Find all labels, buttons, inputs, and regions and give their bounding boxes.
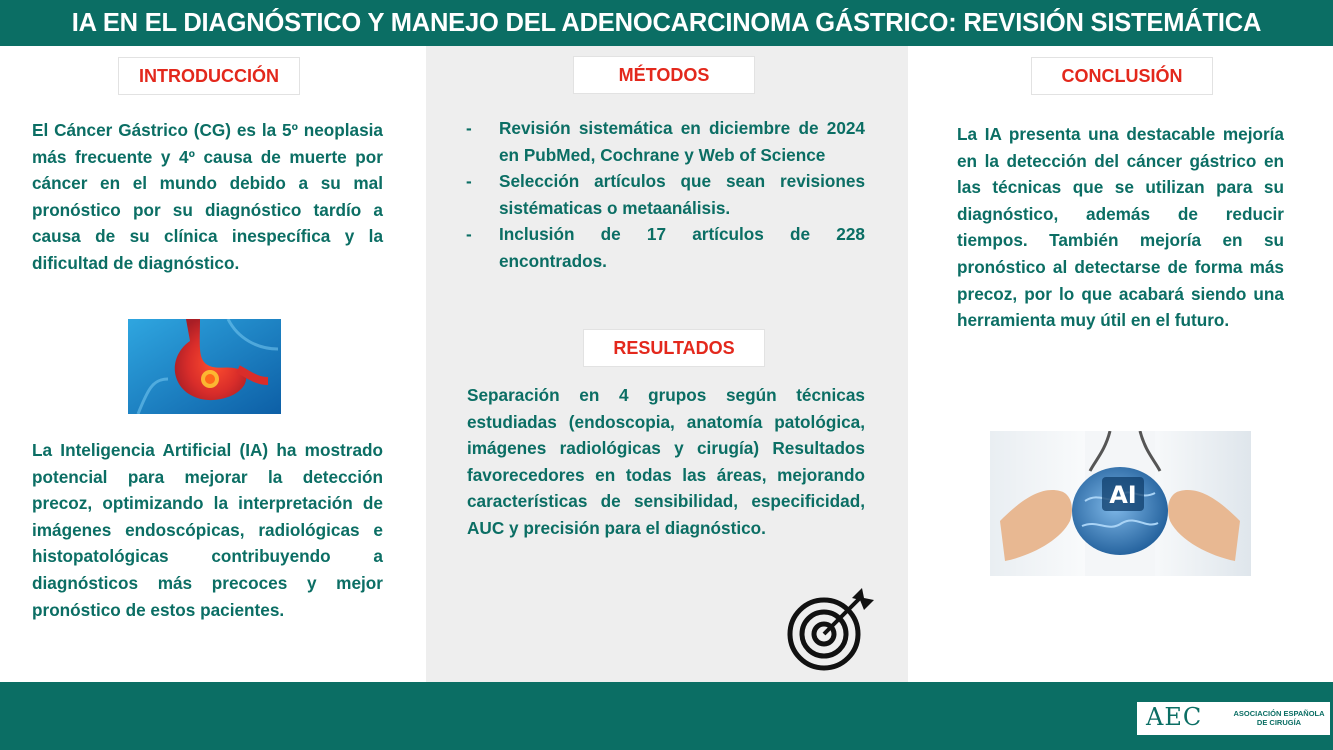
- bullet-dash: -: [466, 171, 472, 192]
- metodos-list: [466, 115, 865, 275]
- logo-abbr: AEC: [1146, 703, 1203, 731]
- metodos-item: [466, 221, 865, 274]
- resultados-heading: RESULTADOS: [583, 329, 765, 367]
- ai-chip-label: AI: [1109, 481, 1137, 509]
- introduccion-heading: INTRODUCCIÓN: [118, 57, 300, 95]
- metodos-item: [466, 115, 865, 168]
- conclusion-paragraph: La IA presenta una destacable mejoría en la detección del cáncer gástrico en las técnicas que se utilizan para su diagnóstico, además de reducir tiempos. También mejoría en su pronóstico al detectarse de forma más precoz, por lo que acabará siendo una herramienta muy útil en el futuro.: [957, 124, 1284, 331]
- target-arrow-icon: [786, 584, 878, 672]
- footer-bar: [0, 682, 1333, 750]
- poster-title: IA EN EL DIAGNÓSTICO Y MANEJO DEL ADENOCARCINOMA GÁSTRICO: REVISIÓN SISTEMÁTICA: [71, 9, 1262, 37]
- bullet-dash: -: [466, 224, 472, 245]
- metodos-heading: MÉTODOS: [573, 56, 755, 94]
- metodos-item-text: Selección artículos que sean revisiones sistématicas o metaanálisis.: [499, 171, 865, 218]
- metodos-item-text: Inclusión de 17 artículos de 228 encontrados.: [499, 224, 865, 271]
- stomach-illustration: [128, 319, 281, 414]
- conclusion-heading: CONCLUSIÓN: [1031, 57, 1213, 95]
- resultados-paragraph: Separación en 4 grupos según técnicas estudiadas (endoscopia, anatomía patológica, imágenes radiológicas y cirugía) Resultados favorecedores en todas las áreas, mejorando características de sensibilidad, especificidad, AUC y precisión para el diagnóstico.: [467, 385, 865, 538]
- aec-logo: [1137, 702, 1330, 735]
- logo-name: ASOCIACIÓN ESPAÑOLA DE CIRUGÍA: [1233, 709, 1325, 727]
- ai-brain-hands-image: [990, 431, 1251, 576]
- metodos-item: [466, 168, 865, 221]
- introduccion-paragraph-2: La Inteligencia Artificial (IA) ha mostrado potencial para mejorar la detección precoz, optimizando la interpretación de imágenes endoscópicas, radiológicas e histopatológicas contribuyendo a diagnósticos más precoces y mejor pronóstico de estos pacientes.: [32, 440, 383, 620]
- introduccion-paragraph-1: El Cáncer Gástrico (CG) es la 5º neoplasia más frecuente y 4º causa de muerte por cáncer en el mundo debido a su mal pronóstico por su diagnóstico tardío a causa de su clínica inespecífica y la dificultad de diagnóstico.: [32, 120, 383, 273]
- metodos-item-text: Revisión sistemática en diciembre de 2024 en PubMed, Cochrane y Web of Science: [499, 118, 865, 165]
- bullet-dash: -: [466, 118, 472, 138]
